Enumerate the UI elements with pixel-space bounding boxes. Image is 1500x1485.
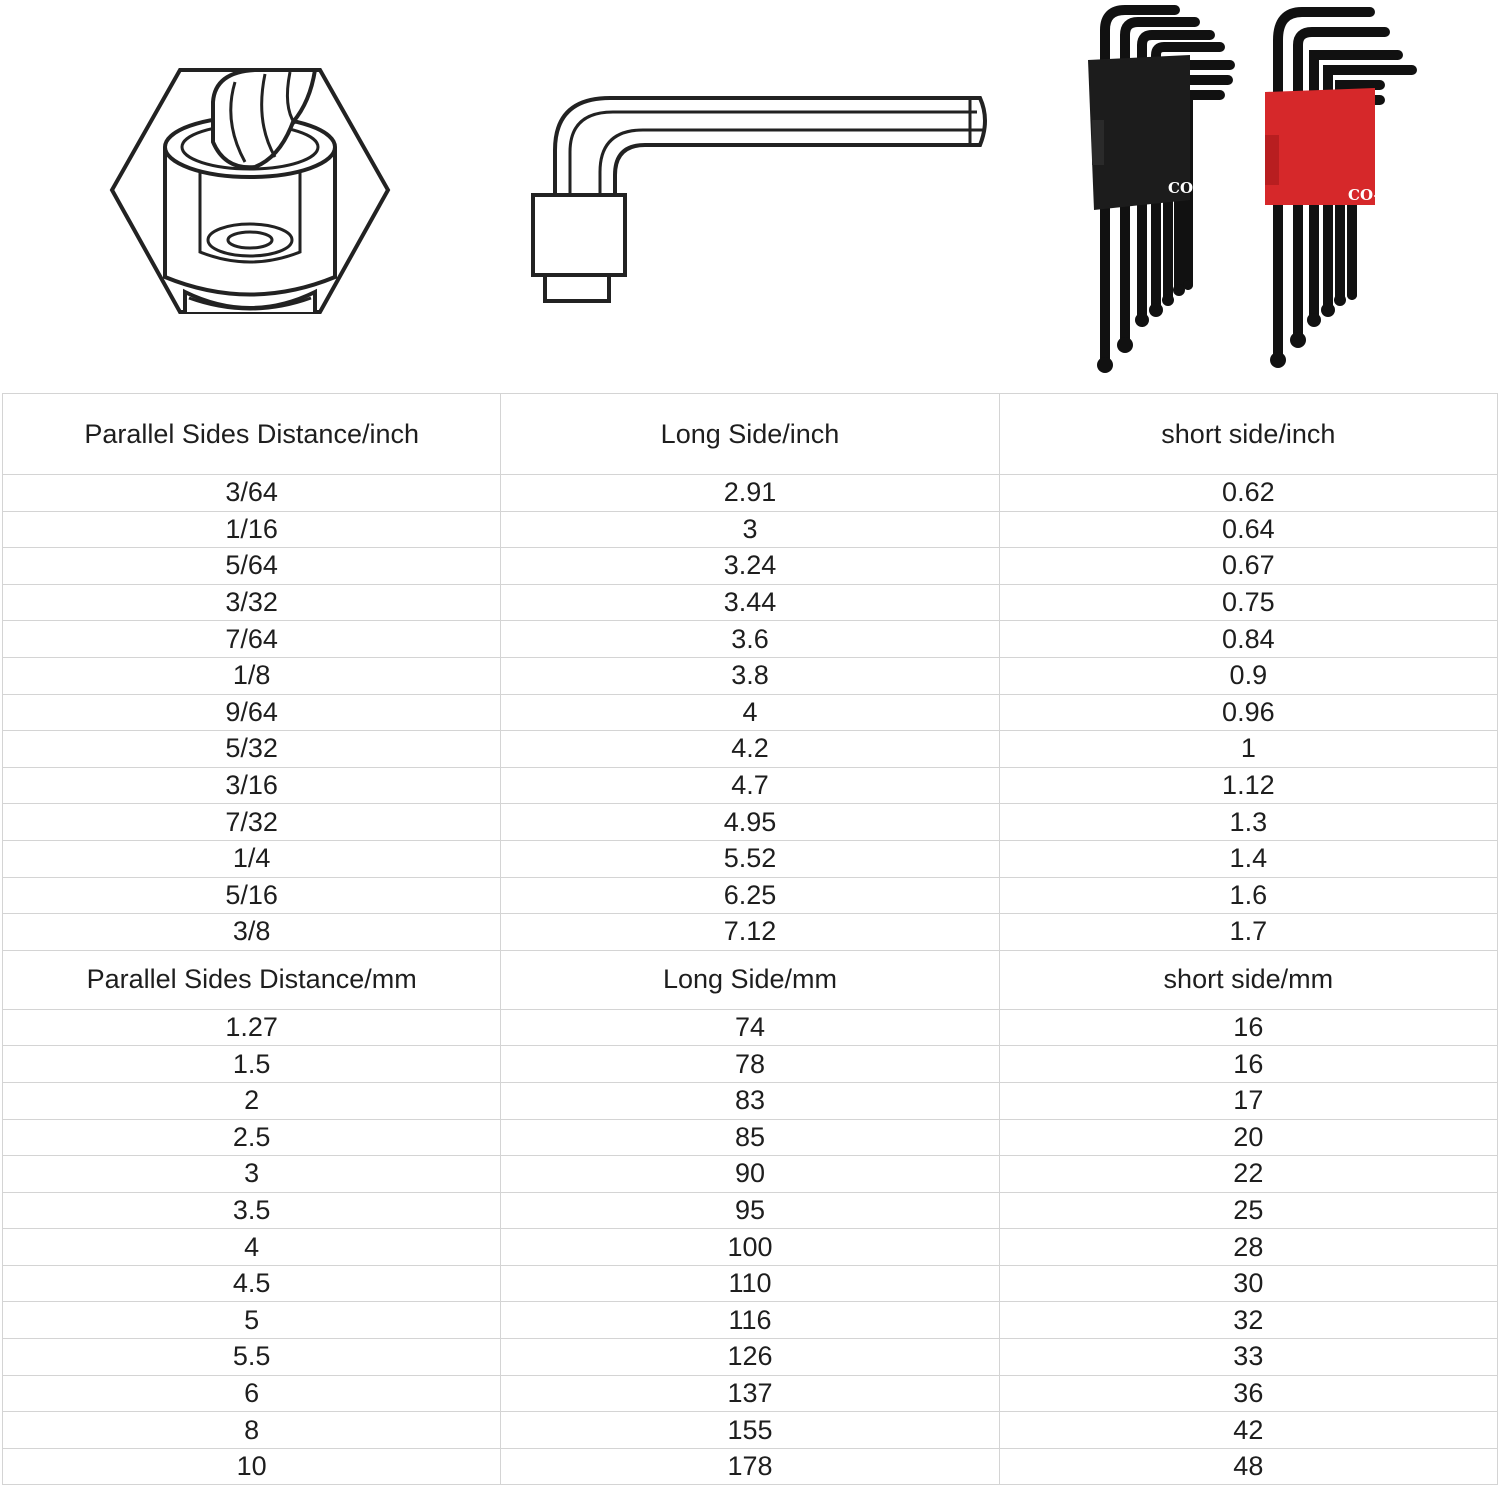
table-row [3,1339,1498,1376]
table-cell: 1.27 [3,1009,501,1046]
table-cell: 2.5 [3,1119,501,1156]
table-cell: 0.84 [999,621,1497,658]
table-row [3,1046,1498,1083]
table-cell: 0.67 [999,548,1497,585]
table-cell: 3.24 [501,548,999,585]
hex-key-size-table [2,393,1498,1485]
table-cell: 0.64 [999,511,1497,548]
table-cell: 8 [3,1412,501,1449]
table-cell: 137 [501,1375,999,1412]
table-cell: 74 [501,1009,999,1046]
l-shaped-hex-key-icon [525,90,995,305]
table-cell: 48 [999,1448,1497,1485]
table-row [3,1119,1498,1156]
table-cell: 4 [501,694,999,731]
illustration-strip [0,0,1500,392]
column-header: short side/mm [999,950,1497,1009]
table-cell: 1.7 [999,914,1497,951]
table-row [3,1265,1498,1302]
table-cell: 6.25 [501,877,999,914]
table-cell: 28 [999,1229,1497,1266]
table-cell: 42 [999,1412,1497,1449]
table-cell: 3/64 [3,475,501,512]
brand-label-black: CO-Z [1168,179,1211,197]
table-cell: 0.9 [999,657,1497,694]
table-cell: 33 [999,1339,1497,1376]
table-row [3,1082,1498,1119]
table-cell: 3/32 [3,584,501,621]
table-cell: 5/32 [3,731,501,768]
table-cell: 95 [501,1192,999,1229]
table-cell: 90 [501,1156,999,1193]
table-cell: 3 [501,511,999,548]
table-row [3,731,1498,768]
table-row [3,1448,1498,1485]
table-cell: 7.12 [501,914,999,951]
table-cell: 22 [999,1156,1497,1193]
table-cell: 1.4 [999,840,1497,877]
table-cell: 5.52 [501,840,999,877]
table-cell: 1/8 [3,657,501,694]
table-cell: 1.5 [3,1046,501,1083]
table-cell: 2.91 [501,475,999,512]
table-cell: 5 [3,1302,501,1339]
table-cell: 1/16 [3,511,501,548]
table-cell: 3.6 [501,621,999,658]
table-cell: 85 [501,1119,999,1156]
table-row [3,621,1498,658]
table-cell: 16 [999,1009,1497,1046]
hex-key-set-photo [1080,0,1425,378]
table-cell: 25 [999,1192,1497,1229]
table-cell: 0.62 [999,475,1497,512]
table-cell: 1 [999,731,1497,768]
table-cell: 5/16 [3,877,501,914]
table-cell: 7/64 [3,621,501,658]
table-cell: 3.8 [501,657,999,694]
table-cell: 17 [999,1082,1497,1119]
table-cell: 10 [3,1448,501,1485]
table-row [3,548,1498,585]
table-row [3,1229,1498,1266]
table-cell: 110 [501,1265,999,1302]
table-cell: 7/32 [3,804,501,841]
table-cell: 1.6 [999,877,1497,914]
table-cell: 6 [3,1375,501,1412]
column-header: short side/inch [999,394,1497,475]
table-row [3,804,1498,841]
table-cell: 4.7 [501,767,999,804]
table-row [3,1009,1498,1046]
table-cell: 5.5 [3,1339,501,1376]
column-header: Long Side/mm [501,950,999,1009]
column-header: Long Side/inch [501,394,999,475]
table-cell: 16 [999,1046,1497,1083]
table-cell: 30 [999,1265,1497,1302]
brand-label-red: CO-Z [1348,186,1391,204]
table-cell: 3 [3,1156,501,1193]
table-cell: 4.2 [501,731,999,768]
table-row [3,1375,1498,1412]
table-cell: 116 [501,1302,999,1339]
column-header: Parallel Sides Distance/inch [3,394,501,475]
table-row [3,1302,1498,1339]
table-row [3,657,1498,694]
table-row [3,914,1498,951]
table-cell: 36 [999,1375,1497,1412]
table-row [3,1192,1498,1229]
column-header: Parallel Sides Distance/mm [3,950,501,1009]
table-cell: 32 [999,1302,1497,1339]
table-cell: 0.96 [999,694,1497,731]
ball-end-hex-socket-icon [105,62,395,322]
table-row [3,840,1498,877]
table-row [3,694,1498,731]
table-cell: 4 [3,1229,501,1266]
table-cell: 0.75 [999,584,1497,621]
table-cell: 5/64 [3,548,501,585]
table-row [3,584,1498,621]
table-cell: 100 [501,1229,999,1266]
table-cell: 4.95 [501,804,999,841]
table-cell: 178 [501,1448,999,1485]
table-cell: 155 [501,1412,999,1449]
table-cell: 78 [501,1046,999,1083]
table-cell: 20 [999,1119,1497,1156]
table-cell: 83 [501,1082,999,1119]
table-cell: 2 [3,1082,501,1119]
table-row [3,767,1498,804]
inch-table-header-row [3,394,1498,475]
table-row [3,1156,1498,1193]
table-row [3,877,1498,914]
table-row [3,1412,1498,1449]
table-cell: 3/16 [3,767,501,804]
table-cell: 3.5 [3,1192,501,1229]
table-cell: 9/64 [3,694,501,731]
table-cell: 4.5 [3,1265,501,1302]
table-cell: 3/8 [3,914,501,951]
table-row [3,511,1498,548]
mm-table-header-row [3,950,1498,1009]
table-cell: 1/4 [3,840,501,877]
table-cell: 3.44 [501,584,999,621]
table-cell: 1.3 [999,804,1497,841]
table-cell: 1.12 [999,767,1497,804]
table-cell: 126 [501,1339,999,1376]
table-row [3,475,1498,512]
